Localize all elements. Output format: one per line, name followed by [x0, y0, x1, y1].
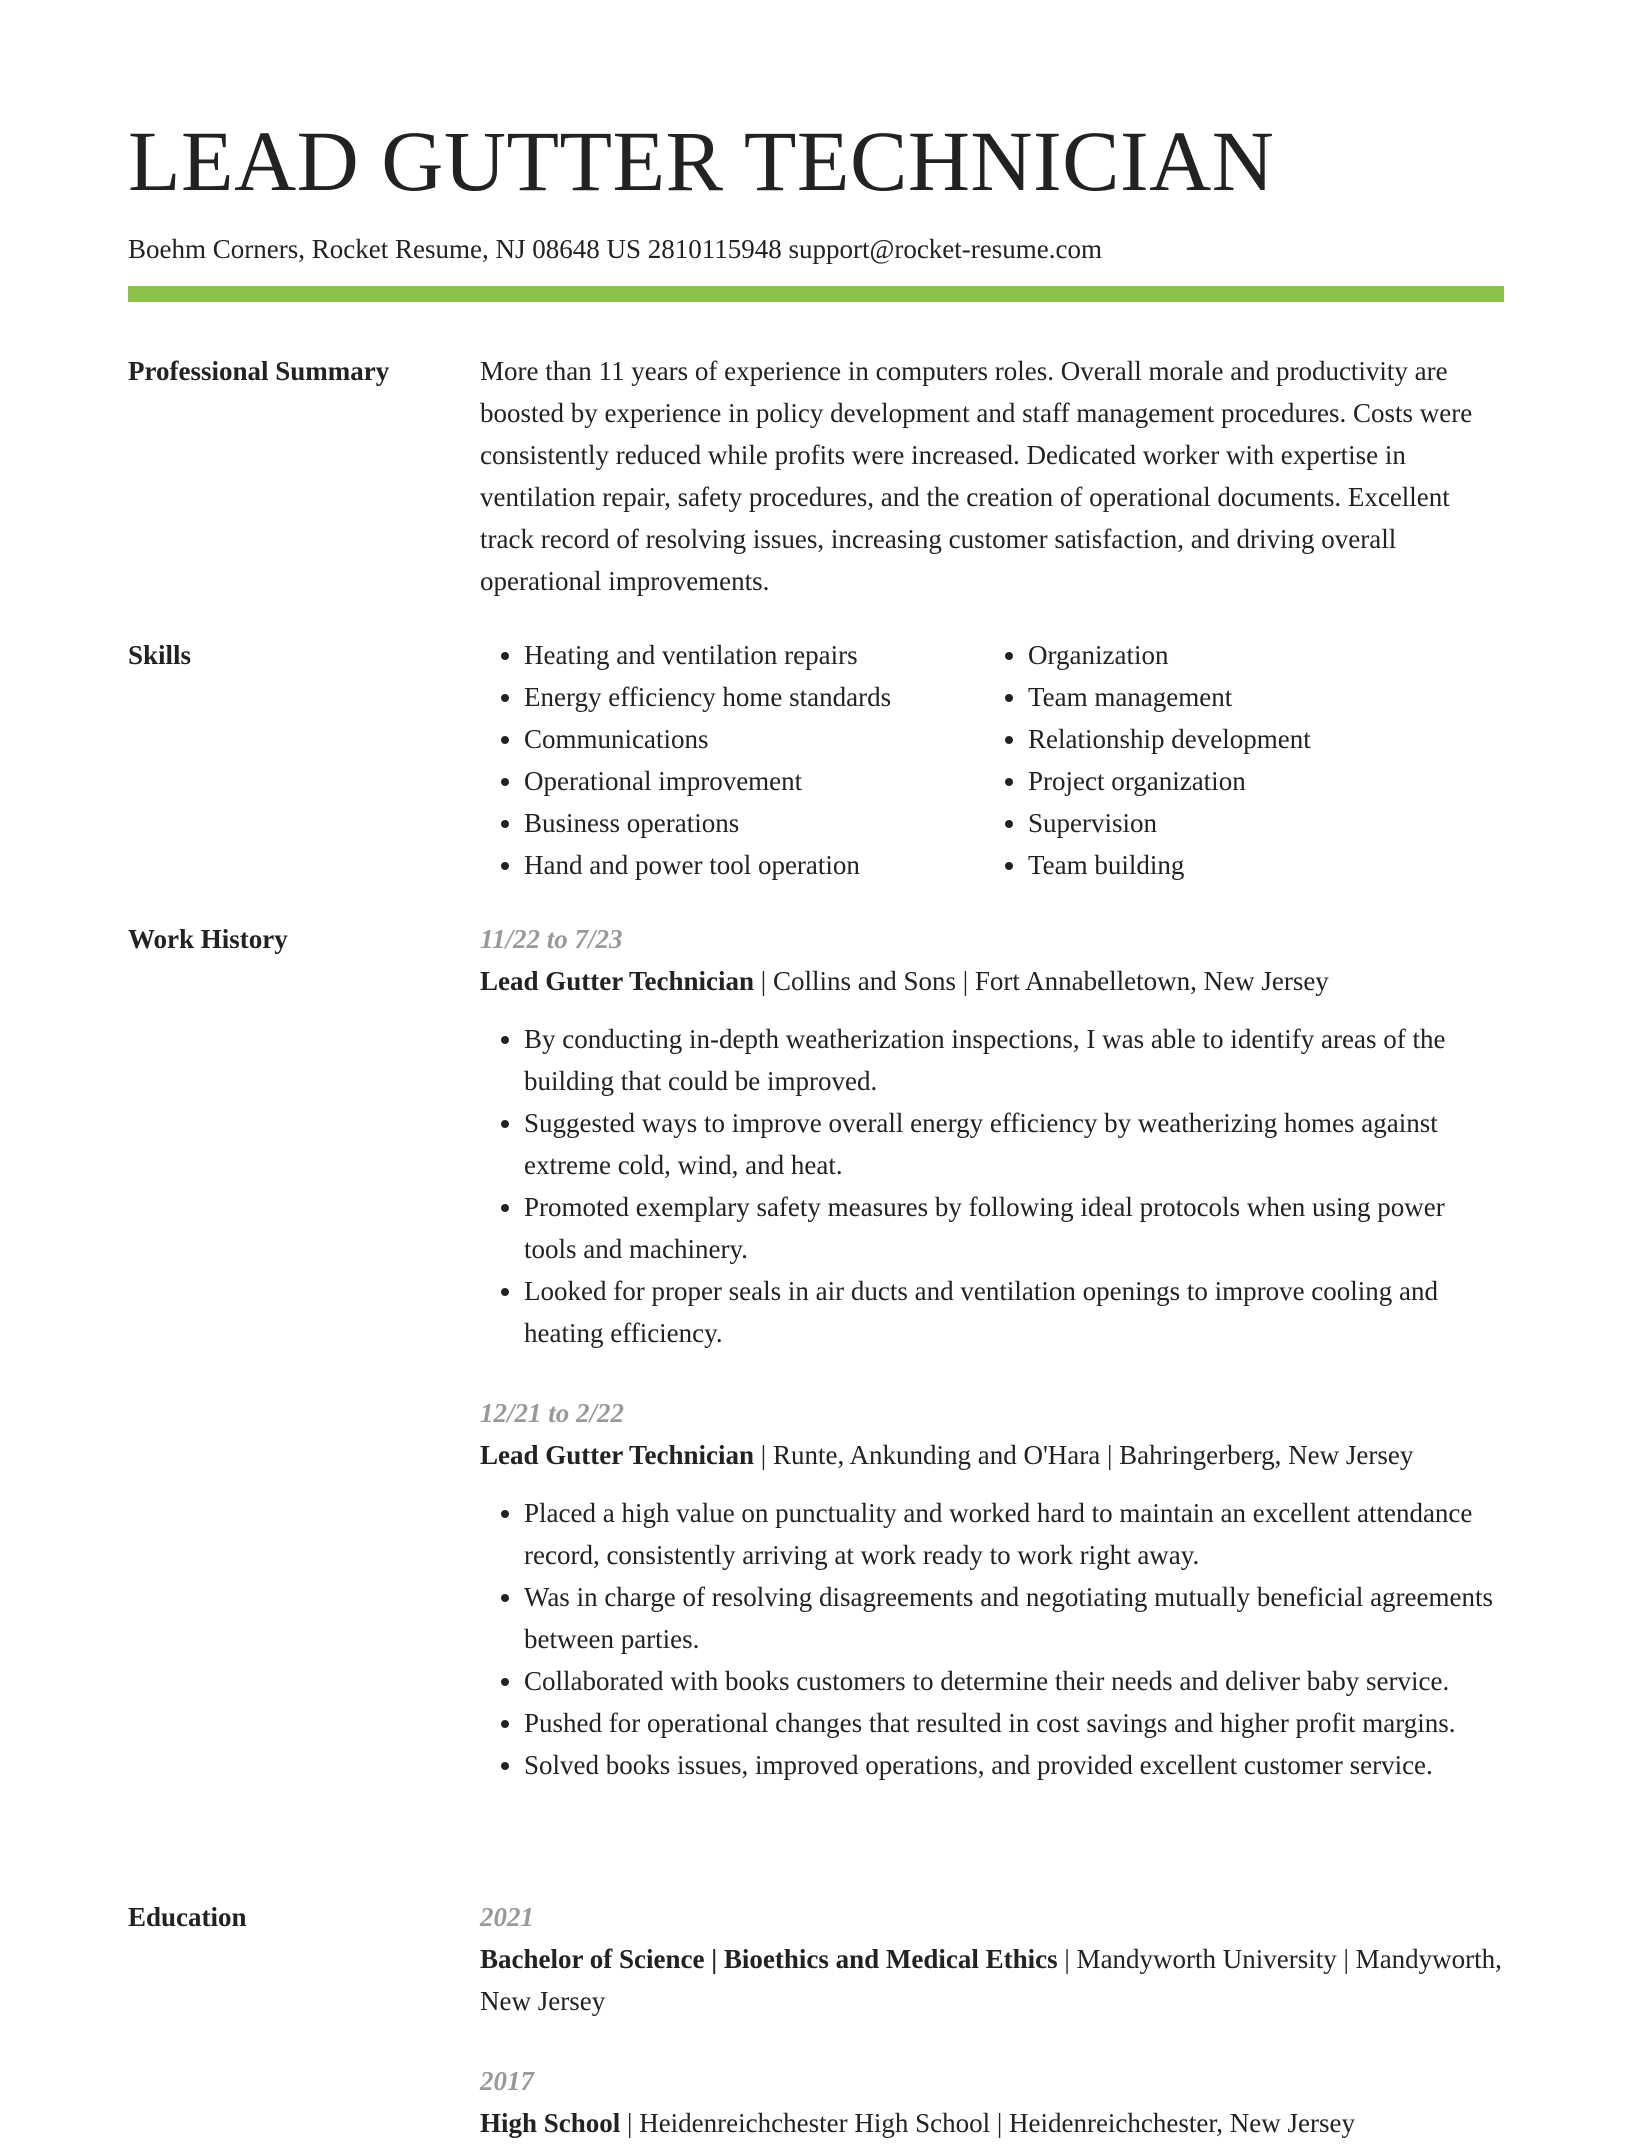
job-title: Lead Gutter Technician	[480, 1440, 755, 1470]
section-title-work-history: Work History	[128, 924, 288, 954]
skill-item: • Organization	[1028, 634, 1488, 676]
contact-address: Boehm Corners, Rocket Resume, NJ 08648 US	[128, 234, 641, 264]
job-details: | Collins and Sons | Fort Annabelletown, New Jersey	[754, 966, 1329, 996]
skill-item: • Supervision	[1028, 802, 1488, 844]
job-bullet: • Solved books issues, improved operations, and provided excellent customer service.	[524, 1744, 1504, 1786]
education-details: | Mandyworth University | Mandyworth, New Jersey	[480, 1944, 1502, 2016]
job-bullet: • Promoted exemplary safety measures by following ideal protocols when using power tools and machinery.	[524, 1186, 1504, 1270]
skill-item: • Operational improvement	[524, 760, 984, 802]
skill-item: • Heating and ventilation repairs	[524, 634, 984, 676]
skills-list-left	[480, 634, 984, 886]
job-bullet: • By conducting in-depth weatherization inspections, I was able to identify areas of the building that could be improved.	[524, 1018, 1504, 1102]
education-heading	[480, 1938, 1504, 2022]
job-details: | Runte, Ankunding and O'Hara | Bahringerberg, New Jersey	[754, 1440, 1414, 1470]
contact-line	[128, 232, 1102, 266]
job-bullet: • Placed a high value on punctuality and worked hard to maintain an excellent attendance record, consistently arriving at work ready to work right away.	[524, 1492, 1504, 1576]
accent-divider	[128, 286, 1504, 302]
contact-phone: 2810115948	[647, 234, 782, 264]
job-bullet: • Collaborated with books customers to determine their needs and deliver baby service.	[524, 1660, 1504, 1702]
contact-email: support@rocket-resume.com	[788, 234, 1102, 264]
skill-item: • Project organization	[1028, 760, 1488, 802]
skill-item: • Communications	[524, 718, 984, 760]
job-heading	[480, 960, 1504, 1002]
job-bullet: • Pushed for operational changes that resulted in cost savings and higher profit margins.	[524, 1702, 1504, 1744]
education-degree: High School	[480, 2108, 621, 2138]
job-dates: 12/21 to 2/22	[480, 1398, 625, 1428]
education-entry	[480, 1896, 1504, 2022]
skill-item: • Team management	[1028, 676, 1488, 718]
section-title-summary: Professional Summary	[128, 356, 390, 386]
section-title-skills: Skills	[128, 640, 192, 670]
job-bullet: • Suggested ways to improve overall energy efficiency by weatherizing homes against extreme cold, wind, and heat.	[524, 1102, 1504, 1186]
education-heading	[480, 2102, 1504, 2144]
job-title: Lead Gutter Technician	[480, 966, 755, 996]
job-entry	[480, 1392, 1504, 1786]
skill-item: • Team building	[1028, 844, 1488, 886]
skill-item: • Energy efficiency home standards	[524, 676, 984, 718]
education-details: | Heidenreichchester High School | Heidenreichchester, New Jersey	[620, 2108, 1355, 2138]
section-title-education: Education	[128, 1902, 247, 1932]
job-heading	[480, 1434, 1504, 1476]
candidate-name: LEAD GUTTER TECHNICIAN	[128, 113, 1275, 209]
education-entry	[480, 2060, 1504, 2144]
skills-list-right	[984, 634, 1488, 886]
skill-item: • Hand and power tool operation	[524, 844, 984, 886]
education-year: 2021	[480, 1902, 534, 1932]
skill-item: • Relationship development	[1028, 718, 1488, 760]
job-bullets	[480, 1018, 1504, 1354]
job-bullet: • Looked for proper seals in air ducts and ventilation openings to improve cooling and heating efficiency.	[524, 1270, 1504, 1354]
job-bullet: • Was in charge of resolving disagreements and negotiating mutually beneficial agreements between parties.	[524, 1576, 1504, 1660]
job-bullets	[480, 1492, 1504, 1786]
education-year: 2017	[480, 2066, 534, 2096]
job-entry	[480, 918, 1504, 1354]
job-dates: 11/22 to 7/23	[480, 924, 623, 954]
summary-text: More than 11 years of experience in computers roles. Overall morale and productivity are boosted by experience in policy development and staff management procedures. Costs were consistently reduced while profits were increased. Dedicated worker with expertise in ventilation repair, safety procedures, and the creation of operational documents. Excellent track record of resolving issues, increasing customer satisfaction, and driving overall operational improvements.	[480, 356, 1473, 596]
skill-item: • Business operations	[524, 802, 984, 844]
education-degree: Bachelor of Science | Bioethics and Medical Ethics	[480, 1944, 1058, 1974]
